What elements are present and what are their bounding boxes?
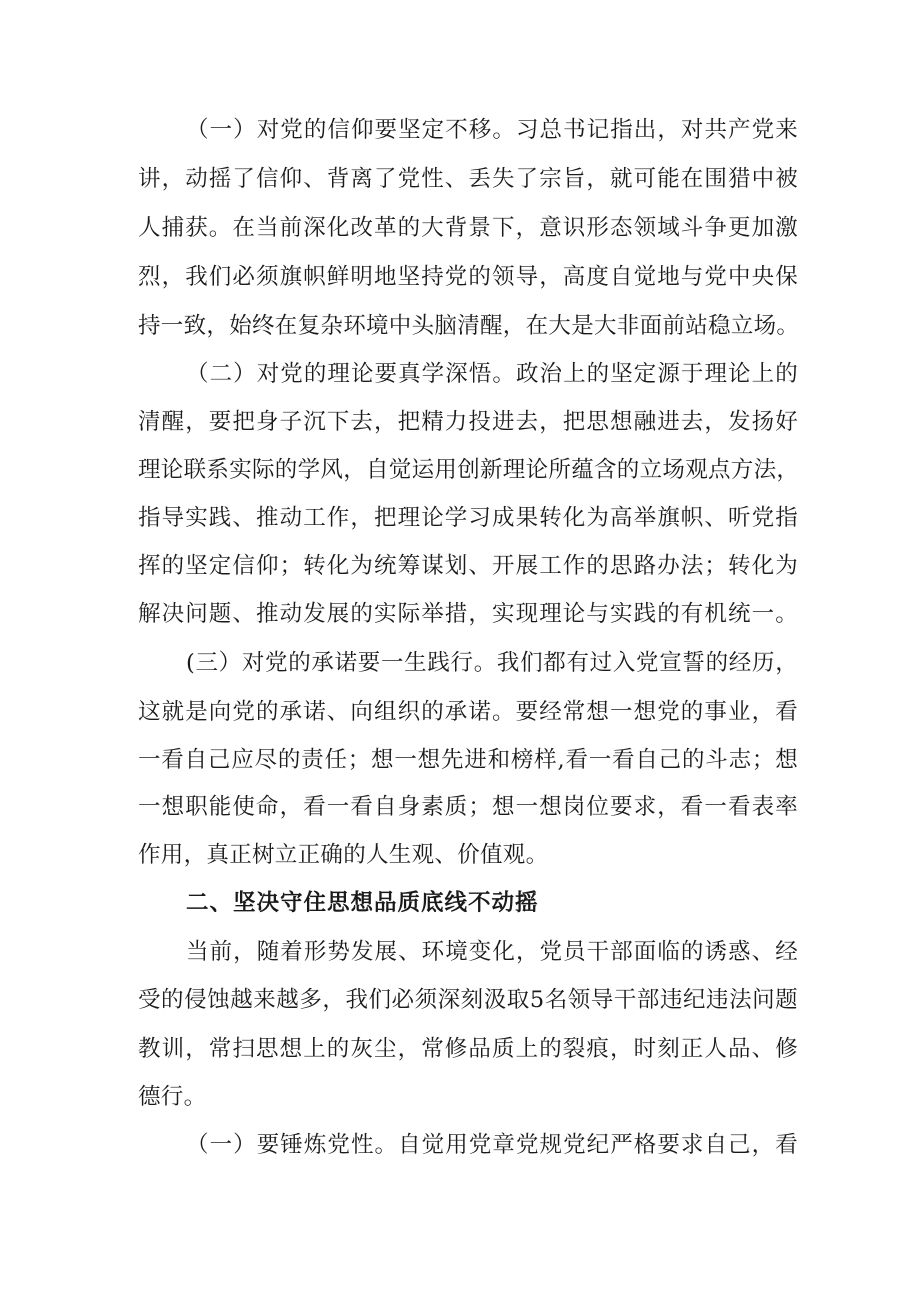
paragraph-1-line-1: （一）对党的信仰要坚定不移。习总书记指出，对共产党来 bbox=[186, 117, 798, 143]
paragraph-1-line-4: 烈，我们必须旗帜鲜明地坚持党的领导，高度自觉地与党中央保 bbox=[138, 264, 798, 290]
paragraph-2-line-5: 挥的坚定信仰；转化为统筹谋划、开展工作的思路办法；转化为 bbox=[138, 553, 798, 579]
paragraph-3-line-3: 一看自己应尽的责任；想一想先进和榜样,看一看自己的斗志；想 bbox=[138, 747, 798, 773]
paragraph-3-line-1: (三）对党的承诺要一生践行。我们都有过入党宣誓的经历， bbox=[186, 650, 798, 676]
paragraph-2-line-6: 解决问题、推动发展的实际举措，实现理论与实践的有机统一。 bbox=[138, 601, 798, 627]
paragraph-1-line-2: 讲，动摇了信仰、背离了党性、丢失了宗旨，就可能在围猎中被 bbox=[138, 166, 798, 192]
paragraph-2-line-4: 指导实践、推动工作，把理论学习成果转化为高举旗帜、听党指 bbox=[138, 505, 798, 531]
paragraph-2-line-2: 清醒，要把身子沉下去，把精力投进去，把思想融进去，发扬好 bbox=[138, 409, 798, 435]
paragraph-4-line-2: 受的侵蚀越来越多，我们必须深刻汲取5名领导干部违纪违法问题 bbox=[138, 987, 798, 1013]
paragraph-2-line-1: （二）对党的理论要真学深悟。政治上的坚定源于理论上的 bbox=[186, 361, 798, 387]
paragraph-3-line-5: 作用，真正树立正确的人生观、价值观。 bbox=[138, 842, 549, 868]
paragraph-1-line-3: 人捕获。在当前深化改革的大背景下，意识形态领域斗争更加激 bbox=[138, 215, 798, 241]
paragraph-3-line-2: 这就是向党的承诺、向组织的承诺。要经常想一想党的事业，看 bbox=[138, 699, 798, 725]
paragraph-4-line-3: 教训，常扫思想上的灰尘，常修品质上的裂痕，时刻正人品、修 bbox=[138, 1036, 798, 1062]
section-heading: 二、坚决守住思想品质底线不动摇 bbox=[186, 890, 539, 916]
paragraph-2-line-3: 理论联系实际的学风，自觉运用创新理论所蕴含的立场观点方法， bbox=[138, 457, 800, 483]
paragraph-4-line-4: 德行。 bbox=[138, 1084, 207, 1110]
paragraph-3-line-4: 一想职能使命，看一看自身素质；想一想岗位要求，看一看表率 bbox=[138, 794, 798, 820]
paragraph-4-line-1: 当前，随着形势发展、环境变化，党员干部面临的诱惑、经 bbox=[186, 939, 798, 965]
paragraph-5-line-1: （一）要锤炼党性。自觉用党章党规党纪严格要求自己，看 bbox=[186, 1132, 798, 1158]
paragraph-1-line-5: 持一致，始终在复杂环境中头脑清醒，在大是大非面前站稳立场。 bbox=[138, 313, 800, 339]
